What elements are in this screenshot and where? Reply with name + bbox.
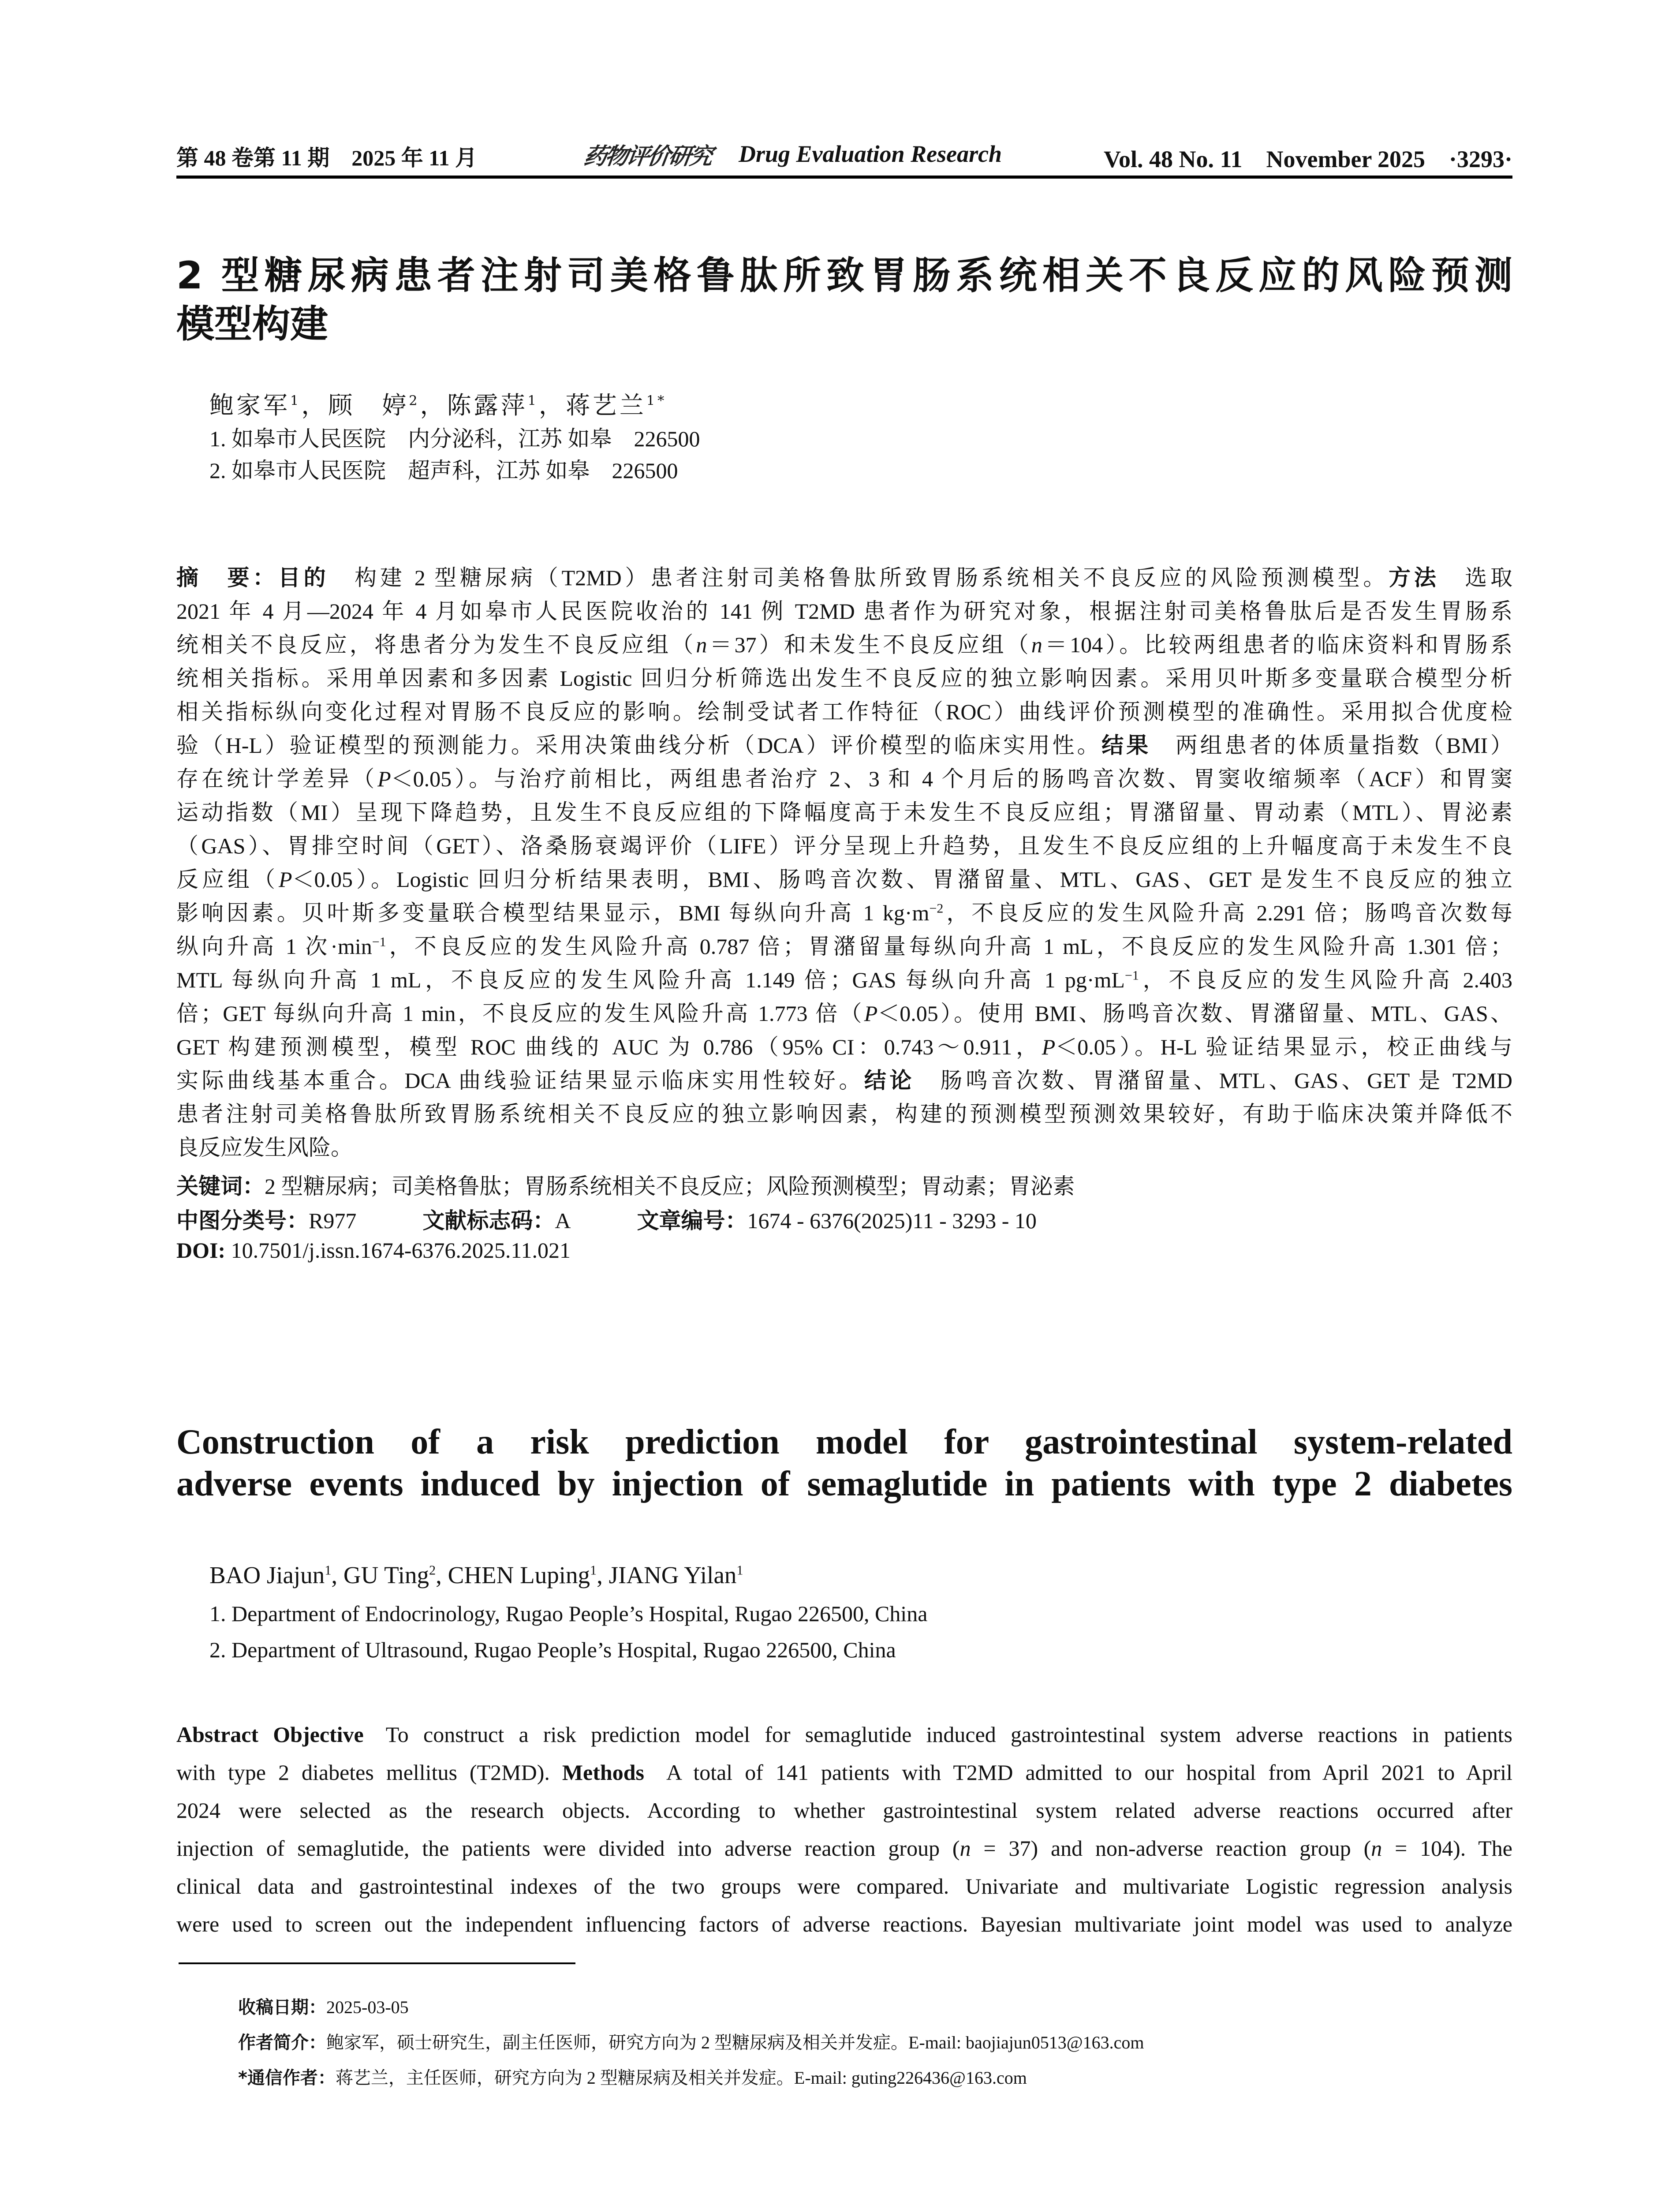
- doi-label: DOI:: [176, 1238, 226, 1263]
- authors-en: BAO Jiajun$^1$, GU Ting$^2$, CHEN Luping$^1$, JIANG Yilan$^1$: [209, 1562, 743, 1588]
- running-header: [176, 140, 1512, 172]
- abstract-cn-line: GET 构建预测模型，模型 ROC 曲线的 AUC 为 0.786（95% CI：0.743～0.911，P＜0.05）。H-L 验证结果显示，校正曲线与: [176, 1035, 1512, 1059]
- title-cn-line1: 2 型糖尿病患者注射司美格鲁肽所致胃肠系统相关不良反应的风险预测: [176, 254, 1512, 298]
- abstract-cn-line: 相关指标纵向变化过程对胃肠不良反应的影响。绘制受试者工作特征（ROC）曲线评价预测模型的准确性。采用拟合优度检: [176, 699, 1512, 724]
- author-cn: 陈露萍: [447, 391, 528, 419]
- footnote-rule: [179, 1962, 575, 1964]
- title-en-line2: adverse events induced by injection of semaglutide in patients with type 2 diabetes: [176, 1465, 1512, 1503]
- affiliation-cn-1: 1. 如皋市人民医院 内分泌科，江苏 如皋 226500: [209, 426, 700, 451]
- abstract-cn-line: 反应组（P＜0.05）。Logistic 回归分析结果表明，BMI、肠鸣音次数、胃潴留量、MTL、GAS、GET 是发生不良反应的独立: [176, 867, 1512, 892]
- abstract-cn-line: 统相关指标。采用单因素和多因素 Logistic 回归分析筛选出发生不良反应的独立影响因素。采用贝叶斯多变量联合模型分析: [176, 666, 1512, 691]
- abstract-cn-line: 运动指数（MI）呈现下降趋势，且发生不良反应组的下降幅度高于未发生不良反应组；胃潴留量、胃动素（MTL）、胃泌素: [176, 800, 1512, 825]
- issue-cn: 第 48 卷第 11 期 2025 年 11 月: [176, 146, 477, 170]
- journal-name-en: Drug Evaluation Research: [739, 141, 1002, 167]
- title-cn-line2: 模型构建: [176, 302, 328, 346]
- keywords-label: 关键词：: [176, 1174, 265, 1199]
- abstract-en-line: were used to screen out the independent influencing factors of adverse reactions. Bayesian multivariate joint model was used to analyze: [176, 1912, 1512, 1936]
- issue-en-page: Vol. 48 No. 11 November 2025 ·3293·: [1103, 146, 1512, 172]
- abstract-label: 摘 要：: [176, 565, 278, 590]
- author-cn: 蒋艺兰: [565, 391, 646, 419]
- author-cn: 顾 婷: [328, 391, 409, 419]
- abstract-cn-line: 影响因素。贝叶斯多变量联合模型结果显示，BMI 每纵向升高 1 $kg\cdot m^{-2}$，不良反应的发生风险升高 2.291 倍；肠鸣音次数每: [176, 901, 1513, 925]
- objective-label: 目的: [278, 565, 329, 590]
- footnote-corresponding: *通信作者：蒋艺兰，主任医师，研究方向为 2 型糖尿病及相关并发症。E-mail: guting226436@163.com: [238, 2068, 1027, 2088]
- abstract-en-line: with type 2 diabetes mellitus (T2MD). Methods A total of 141 patients with T2MD admitted to our hospital from April 2021 to April: [176, 1760, 1513, 1785]
- affiliation-cn-2: 2. 如皋市人民医院 超声科，江苏 如皋 226500: [209, 458, 678, 483]
- abstract-cn-line: （GAS）、胃排空时间（GET）、洛桑肠衰竭评价（LIFE）评分呈现上升趋势，且发生不良反应组的上升幅度高于未发生不良: [176, 833, 1512, 858]
- author-sup: 1: [290, 393, 302, 409]
- abstract-cn-line: 验（H-L）验证模型的预测能力。采用决策曲线分析（DCA）评价模型的临床实用性。结果 两组患者的体质量指数（BMI）: [176, 733, 1512, 758]
- authors-cn: 鲍家军$^1$，顾 婷$^2$，陈露萍$^1$，蒋艺兰$^{1*}$: [209, 391, 667, 419]
- abstract-cn-line: 2021 年 4 月—2024 年 4 月如皋市人民医院收治的 141 例 T2MD 患者作为研究对象，根据注射司美格鲁肽后是否发生胃肠系: [176, 599, 1512, 624]
- methods-en-label: Methods: [562, 1760, 644, 1785]
- keywords-value: 2 型糖尿病；司美格鲁肽；胃肠系统相关不良反应；风险预测模型；胃动素；胃泌素: [265, 1174, 1075, 1199]
- abstract-cn-line: 摘 要：目的 构建 2 型糖尿病（T2MD）患者注射司美格鲁肽所致胃肠系统相关不良反应的风险预测模型。方法 选取: [176, 565, 1513, 590]
- footnote-author: 作者简介：鲍家军，硕士研究生，副主任医师，研究方向为 2 型糖尿病及相关并发症。E-mail: baojiajun0513@163.com: [238, 2033, 1144, 2053]
- footnote-received: 收稿日期：2025-03-05: [238, 1997, 409, 2018]
- abstract-en-label: Abstract: [176, 1722, 259, 1747]
- objective-en-label: Objective: [273, 1722, 364, 1747]
- abstract-cn-line: 纵向升高 1 次$\cdot\min^{-1}$，不良反应的发生风险升高 0.787 倍；胃潴留量每纵向升高 1 mL，不良反应的发生风险升高 1.301 倍；: [176, 934, 1513, 959]
- conclusion-label: 结论: [864, 1068, 915, 1093]
- abstract-cn-line: 统相关不良反应，将患者分为发生不良反应组（n＝37）和未发生不良反应组（n＝104）。比较两组患者的临床资料和胃肠系: [176, 632, 1513, 657]
- abstract-cn-line: 良反应发生风险。: [176, 1135, 353, 1160]
- abstract-en-line: injection of semaglutide, the patients were divided into adverse reaction group (n = 37) and non-adverse reaction group (n = 104). The: [176, 1836, 1512, 1861]
- abstract-cn-line: MTL 每纵向升高 1 mL，不良反应的发生风险升高 1.149 倍；GAS 每纵向升高 1 $pg\cdot mL^{-1}$，不良反应的发生风险升高 2.403: [176, 968, 1513, 992]
- results-label: 结果: [1101, 733, 1151, 758]
- abstract-en-line: clinical data and gastrointestinal indexes of the two groups were compared. Univariate and multivariate Logistic regression analysis: [176, 1874, 1512, 1899]
- classification-row: 中图分类号：R977 文献标志码：A 文章编号：1674 - 6376(2025)11 - 3293 - 10: [176, 1208, 1037, 1233]
- abstract-en-line: Abstract Objective To construct a risk prediction model for semaglutide induced gastrointestinal system adverse reactions in patients: [176, 1722, 1512, 1747]
- abstract-cn-line: 实际曲线基本重合。DCA 曲线验证结果显示临床实用性较好。结论 肠鸣音次数、胃潴留量、MTL、GAS、GET 是 T2MD: [176, 1068, 1512, 1093]
- journal-logo: 药物评价研究: [582, 143, 713, 170]
- affiliation-en-2: 2. Department of Ultrasound, Rugao People’s Hospital, Rugao 226500, China: [209, 1637, 896, 1662]
- author-sup: 1*: [646, 393, 667, 409]
- author-cn: 鲍家军: [209, 391, 291, 419]
- title-en-line1: Construction of a risk prediction model for gastrointestinal system-related: [176, 1423, 1512, 1461]
- keywords-cn: [176, 1169, 1075, 1200]
- header-rule: [176, 176, 1512, 179]
- doi-row: [176, 1237, 571, 1263]
- abstract-en-line: 2024 were selected as the research objects. According to whether gastrointestinal system related adverse reactions occurred after: [176, 1798, 1512, 1823]
- abstract-cn-line: 患者注射司美格鲁肽所致胃肠系统相关不良反应的独立影响因素，构建的预测模型预测效果较好，有助于临床决策并降低不: [176, 1102, 1512, 1126]
- author-sup: 2: [409, 393, 420, 409]
- methods-label: 方法: [1389, 565, 1440, 590]
- abstract-cn-line: 存在统计学差异（P＜0.05）。与治疗前相比，两组患者治疗 2、3 和 4 个月后的肠鸣音次数、胃窦收缩频率（ACF）和胃窦: [176, 766, 1513, 791]
- abstract-cn-line: 倍；GET 每纵向升高 1 min，不良反应的发生风险升高 1.773 倍（P＜0.05）。使用 BMI、肠鸣音次数、胃潴留量、MTL、GAS、: [176, 1001, 1512, 1026]
- doi-link[interactable]: 10.7501/j.issn.1674-6376.2025.11.021: [225, 1238, 571, 1263]
- affiliation-en-1: 1. Department of Endocrinology, Rugao People’s Hospital, Rugao 226500, China: [209, 1601, 928, 1626]
- author-sup: 1: [527, 393, 539, 409]
